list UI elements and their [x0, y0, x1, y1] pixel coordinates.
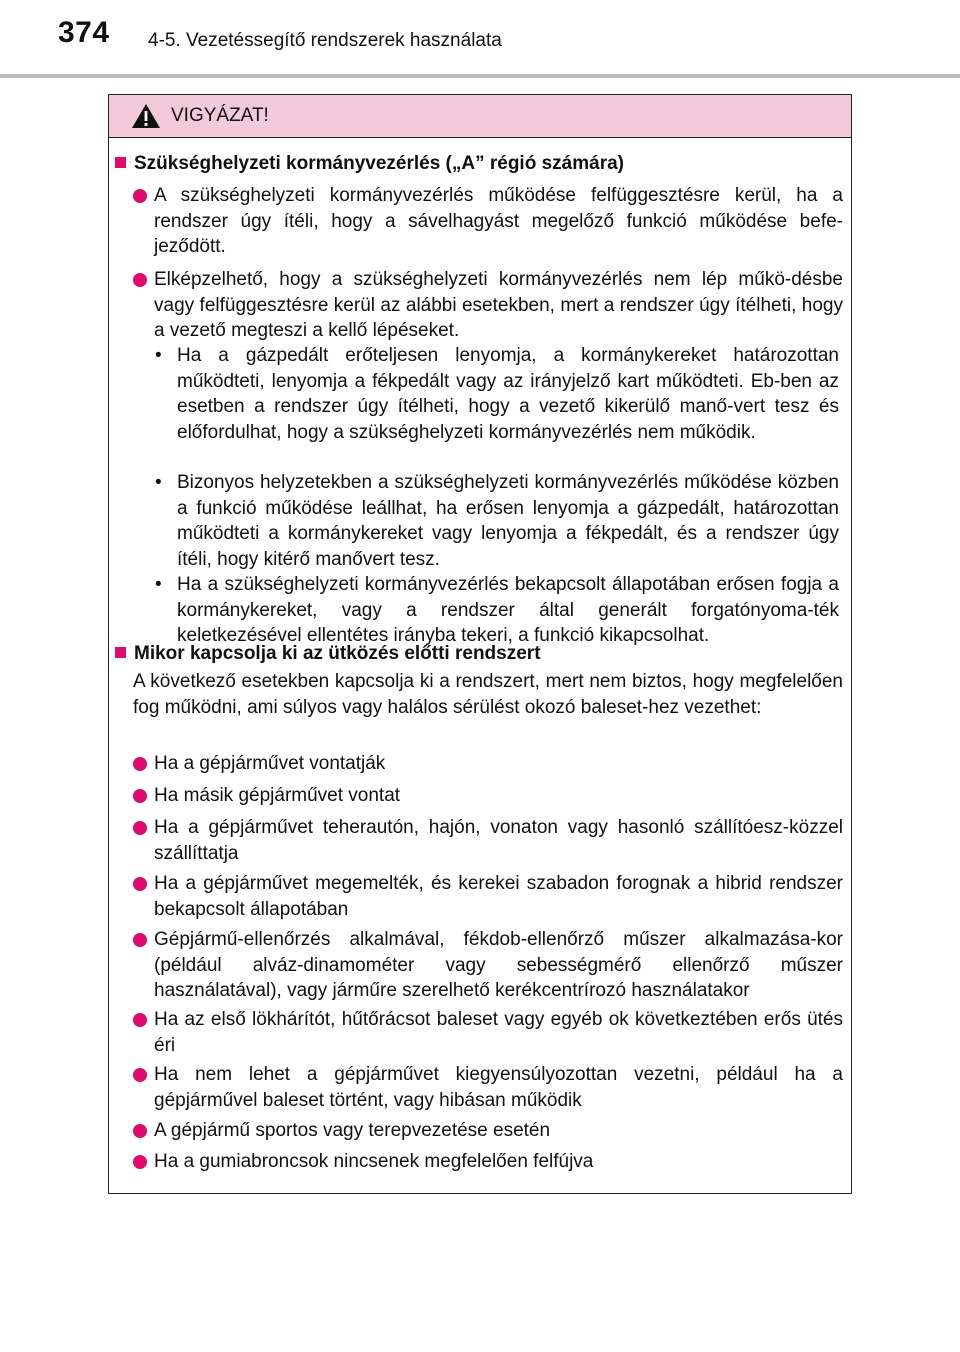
bullet-dot-icon	[133, 1124, 147, 1138]
list-item-text: Ha a gépjárművet vontatják	[154, 753, 386, 774]
square-bullet-icon	[115, 157, 126, 168]
list-item-text: Ha az első lökhárítót, hűtőrácsot baleset vagy egyéb ok következtében erős ütés éri	[154, 1009, 843, 1056]
bullet-mark: •	[155, 345, 162, 366]
list-item-text: Ha a gépjárművet teherautón, hajón, vonaton vagy hasonló szállítóesz-közzel szállíttatja	[154, 817, 843, 864]
page-header	[0, 0, 960, 80]
header-divider	[0, 74, 960, 78]
page-number: 374	[58, 16, 110, 49]
bullet-dot-icon	[133, 877, 147, 891]
sub-list-item-text: Ha a szükséghelyzeti kormányvezérlés bekapcsolt állapotában erősen fogja a kormánykereket, vagy a rendszer által generált forgatónyoma-ték keletkezésével ellentétes irányba tekeri, a funkció kikapcsolhat.	[177, 574, 839, 646]
sub-list-item	[155, 343, 839, 445]
section-title: 4-5. Vezetéssegítő rendszerek használata	[148, 30, 502, 51]
bullet-mark: •	[155, 574, 162, 595]
list-item	[133, 783, 843, 809]
sub-list-item-text: Ha a gázpedált erőteljesen lenyomja, a kormánykereket határozottan működteti, lenyomja a fékpedált vagy az irányjelző kart működteti. Eb-ben az esetben a rendszer úgy ítélheti, hogy a vezető kikerülő manő-vert tesz és előfordulhat, hogy a szükséghelyzeti kormányvezérlés nem működik.	[177, 345, 839, 443]
square-bullet-icon	[115, 647, 126, 658]
list-item-text: Gépjármű-ellenőrzés alkalmával, fékdob-ellenőrző műszer alkalmazása-kor (például alváz-dinamométer vagy sebességmérő ellenőrző műszer használatával), vagy járműre szerelhető kerékcentrírozó használatakor	[154, 929, 843, 1001]
list-item	[133, 1007, 843, 1058]
list-item	[133, 267, 843, 344]
list-item-text: A gépjármű sportos vagy terepvezetése esetén	[154, 1120, 551, 1141]
bullet-dot-icon	[133, 821, 147, 835]
bullet-dot-icon	[133, 273, 147, 287]
warning-header	[109, 95, 851, 138]
section-heading-text: Mikor kapcsolja ki az ütközés előtti rendszert	[134, 643, 541, 664]
bullet-dot-icon	[133, 933, 147, 947]
list-item	[133, 871, 843, 922]
bullet-dot-icon	[133, 1013, 147, 1027]
list-item	[133, 1149, 843, 1175]
bullet-dot-icon	[133, 189, 147, 203]
section-heading	[115, 641, 541, 667]
bullet-dot-icon	[133, 1068, 147, 1082]
list-item	[133, 183, 843, 260]
warning-triangle-icon	[131, 103, 161, 129]
list-item-text: A szükséghelyzeti kormányvezérlés működése felfüggesztésre kerül, ha a rendszer úgy ítéli, hogy a sávelhagyást megelőző funkció működése befe-jeződött.	[154, 185, 843, 257]
bullet-mark: •	[155, 472, 162, 493]
list-item	[133, 1062, 843, 1113]
list-item	[133, 927, 843, 1004]
list-item-text: Ha nem lehet a gépjárművet kiegyensúlyozottan vezetni, például ha a gépjárművel baleset történt, vagy hibásan működik	[154, 1064, 843, 1111]
bullet-dot-icon	[133, 1155, 147, 1169]
sub-list-item-text: Bizonyos helyzetekben a szükséghelyzeti kormányvezérlés működése közben a funkció működése leállhat, ha erősen lenyomja a gázpedált, határozottan működteti a kormánykereket vagy lenyomja a fékpedált, és a rendszer úgy ítéli, hogy kitérő manővert tesz.	[177, 472, 839, 570]
bullet-dot-icon	[133, 789, 147, 803]
list-item-text: Elképzelhető, hogy a szükséghelyzeti kormányvezérlés nem lép műkö-désbe vagy felfüggesztésre kerül az alábbi esetekben, mert a rendszer úgy ítélheti, hogy a vezető megteszi a kellő lépéseket.	[154, 269, 843, 341]
warning-label: VIGYÁZAT!	[171, 105, 269, 126]
warning-box	[108, 94, 852, 1194]
list-item-text: Ha a gumiabroncsok nincsenek megfelelően felfújva	[154, 1151, 594, 1172]
section-heading-text: Szükséghelyzeti kormányvezérlés („A” régió számára)	[134, 153, 624, 174]
list-item	[133, 1118, 843, 1144]
list-item	[133, 815, 843, 866]
list-item	[133, 751, 843, 777]
sub-list-item	[155, 470, 839, 572]
section-heading	[115, 151, 624, 177]
section-intro: A következő esetekben kapcsolja ki a rendszert, mert nem biztos, hogy megfelelően fog működni, ami súlyos vagy halálos sérülést okozó baleset-hez vezethet:	[133, 671, 843, 718]
sub-list-item	[155, 572, 839, 649]
bullet-dot-icon	[133, 757, 147, 771]
list-item-text: Ha a gépjárművet megemelték, és kerekei szabadon forognak a hibrid rendszer bekapcsolt állapotában	[154, 873, 843, 920]
list-item-text: Ha másik gépjárművet vontat	[154, 785, 401, 806]
